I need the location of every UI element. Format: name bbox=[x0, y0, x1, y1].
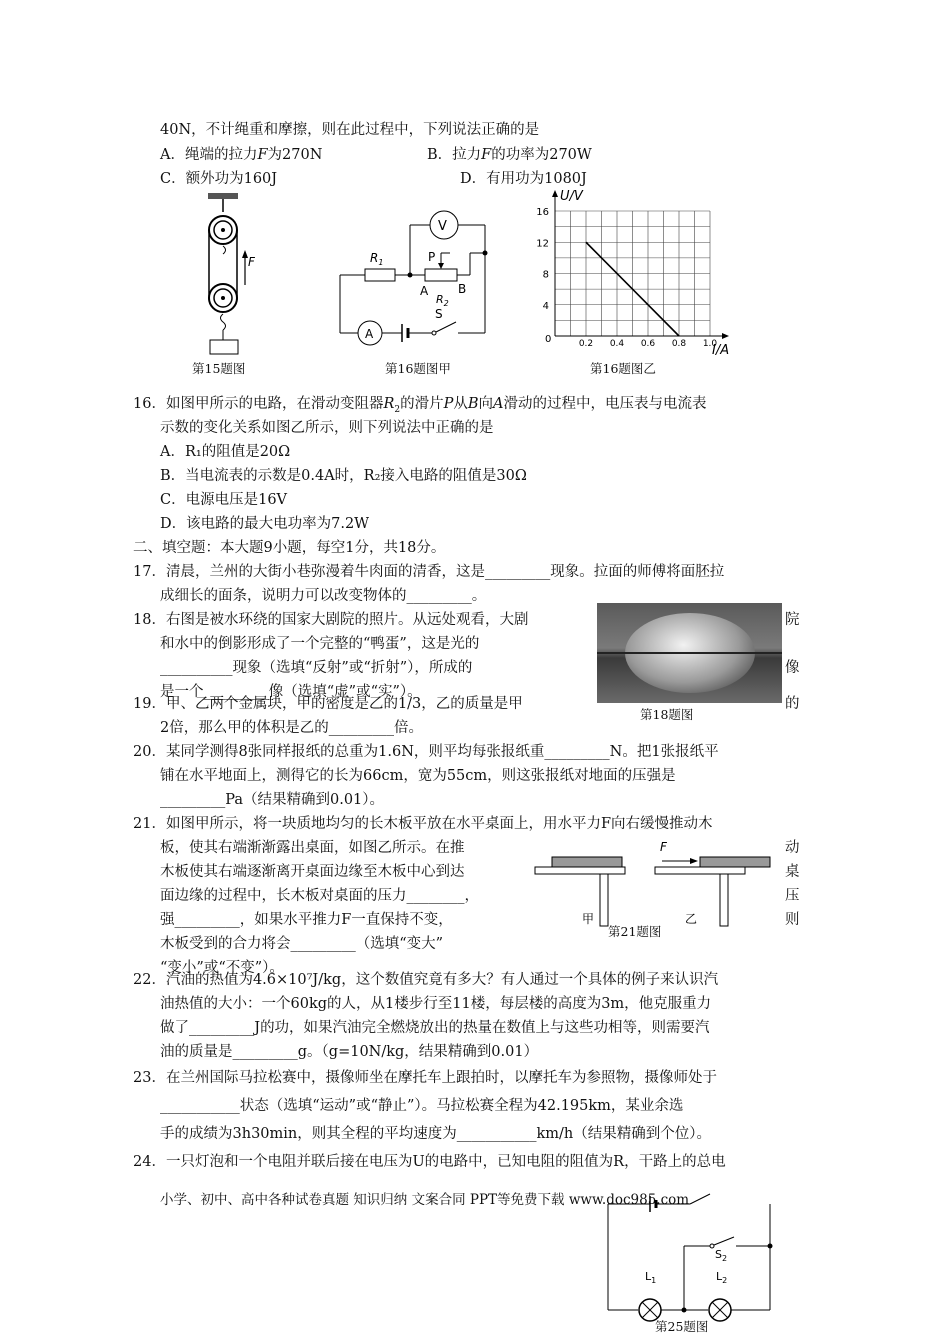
q20-line2: 铺在水平地面上，测得它的长为66cm，宽为55cm，则这张报纸对地面的压强是 bbox=[160, 768, 676, 784]
q21-line6: 木板受到的合力将会_________（选填“变大” bbox=[160, 936, 444, 952]
fig25-l1-label: $L_1$ bbox=[645, 1270, 657, 1285]
q21-line7: “变小”或“不变”）。 bbox=[160, 960, 284, 976]
fig25-caption: 第25题图 bbox=[655, 1319, 709, 1334]
q22-line3: 做了_________J的功，如果汽油完全燃烧放出的热量在数值上与这些功相等，则需要汽 bbox=[160, 1020, 710, 1036]
q16-line1: 16．如图甲所示的电路，在滑动变阻器$R_2$的滑片P从B向A滑动的过程中，电压表与电流表 bbox=[133, 396, 707, 415]
q16-option-b: B．当电流表的示数是0.4A时，R₂接入电路的阻值是30Ω bbox=[160, 468, 527, 484]
terminal-a-label: A bbox=[420, 284, 429, 298]
q18-line3: __________现象（选填“反射”或“折射”），所成的 bbox=[160, 660, 473, 676]
q18-line3-end: 像 bbox=[785, 660, 800, 676]
q15-option-d: D．有用功为1080J bbox=[460, 171, 587, 187]
q20-line1: 20．某同学测得8张同样报纸的总重为1.6N，则平均每张报纸重_________N。把1张报纸平 bbox=[133, 744, 719, 760]
q15-option-a: A．绳端的拉力F为270N bbox=[160, 147, 323, 163]
q19-line1: 19．甲、乙两个金属块，甲的密度是乙的1/3，乙的质量是甲 bbox=[133, 696, 523, 712]
q21-line4: 面边缘的过程中，长木板对桌面的压力________， bbox=[160, 888, 479, 904]
q18-line4: 是一个_________像（选填“虚”或“实”）。 bbox=[160, 684, 422, 700]
fig18-caption: 第18题图 bbox=[640, 707, 694, 722]
x-tick-label: 1.0 bbox=[702, 339, 718, 349]
terminal-b-label: B bbox=[458, 282, 467, 296]
section-2-heading: 二、填空题：本大题9小题，每空1分，共18分。 bbox=[133, 540, 446, 556]
q21-line5-end: 则 bbox=[785, 912, 800, 928]
slider-p-label: P bbox=[428, 250, 436, 264]
fig16a-caption: 第16题图甲 bbox=[385, 361, 451, 376]
fig15-caption: 第15题图 bbox=[192, 361, 246, 376]
q21-line3-end: 桌 bbox=[785, 864, 800, 880]
ammeter-label: A bbox=[365, 327, 374, 341]
circuit-figure-16a bbox=[330, 205, 500, 355]
footer-banner: 小学、初中、高中各种试卷真题 知识归纳 文案合同 PPT等免费下载 www.doc985.com bbox=[160, 1192, 690, 1208]
pulley-force-label: F bbox=[248, 255, 255, 269]
x-tick-label: 0.6 bbox=[640, 339, 656, 349]
q21-line1: 21．如图甲所示，将一块质地均匀的长木板平放在水平桌面上，用水平力F向右缓慢推动木 bbox=[133, 816, 713, 832]
origin-label: 0 bbox=[545, 334, 552, 345]
q22-line2: 油热值的大小：一个60kg的人，从1楼步行至11楼，每层楼的高度为3m，他克服重力 bbox=[160, 996, 712, 1012]
voltmeter-label: V bbox=[438, 219, 447, 234]
r2-label: $R_2$ bbox=[436, 293, 449, 308]
fig21-label-a: 甲 bbox=[582, 912, 595, 926]
q17-line1: 17．清晨，兰州的大街小巷弥漫着牛肉面的清香，这是_________现象。拉面的师傅将面胚拉 bbox=[133, 564, 725, 580]
fig25-l2-label: $L_2$ bbox=[716, 1270, 728, 1285]
q21-line3: 木板使其右端逐渐离开桌面边缘至木板中心到达 bbox=[160, 864, 465, 880]
y-axis-label: U/V bbox=[560, 189, 583, 204]
board-table-figure bbox=[530, 835, 780, 935]
q16-option-c: C．电源电压是16V bbox=[160, 492, 288, 508]
x-axis-label: I/A bbox=[712, 343, 730, 356]
fig21-label-b: 乙 bbox=[685, 912, 698, 926]
q18-line1: 18．右图是被水环绕的国家大剧院的照片。从远处观看，大剧 bbox=[133, 612, 529, 628]
q23-line3: 手的成绩为3h30min，则其全程的平均速度为___________km/h（结果精确到个位）。 bbox=[160, 1126, 711, 1142]
grand-theatre-photo bbox=[597, 603, 782, 703]
fig21-caption: 第21题图 bbox=[608, 924, 662, 939]
x-tick-label: 0.8 bbox=[671, 339, 687, 349]
q17-line2: 成细长的面条，说明力可以改变物体的_________。 bbox=[160, 588, 487, 604]
q15-option-b: B．拉力F的功率为270W bbox=[427, 147, 592, 163]
x-tick-label: 0.4 bbox=[609, 339, 625, 349]
chart-figure-16b bbox=[530, 186, 745, 356]
switch-s-label: S bbox=[435, 307, 443, 321]
q15-stem-tail: 40N，不计绳重和摩擦，则在此过程中，下列说法正确的是 bbox=[160, 122, 540, 138]
y-tick-label: 16 bbox=[536, 207, 549, 218]
q22-line4: 油的质量是_________g。（g=10N/kg，结果精确到0.01） bbox=[160, 1044, 539, 1060]
x-tick-label: 0.2 bbox=[578, 339, 594, 349]
pulley-figure bbox=[190, 190, 270, 360]
q24-line1: 24．一只灯泡和一个电阻并联后接在电压为U的电路中，已知电阻的阻值为R，干路上的总电 bbox=[133, 1154, 726, 1170]
fig16b-caption: 第16题图乙 bbox=[590, 361, 656, 376]
y-tick-label: 12 bbox=[536, 238, 549, 250]
q16-line2: 示数的变化关系如图乙所示，则下列说法中正确的是 bbox=[160, 420, 494, 436]
y-axis-arrow bbox=[552, 190, 558, 197]
q18-line2: 和水中的倒影形成了一个完整的“鸭蛋”，这是光的 bbox=[160, 636, 480, 652]
r1-label: $R_1$ bbox=[370, 251, 384, 267]
q22-line1: 22．汽油的热值为4.6×10⁷J/kg，这个数值究竟有多大？有人通过一个具体的例子来认识汽 bbox=[133, 972, 719, 988]
x-axis-arrow bbox=[722, 333, 729, 339]
q20-line3: _________Pa（结果精确到0.01）。 bbox=[160, 792, 385, 808]
circuit-figure-25 bbox=[600, 1188, 790, 1323]
q19-line1-end: 的 bbox=[785, 696, 800, 712]
fig21-force-label: F bbox=[660, 840, 667, 854]
q21-line2-end: 动 bbox=[785, 840, 800, 856]
q15-option-c: C．额外功为160J bbox=[160, 171, 278, 187]
q18-line1-end: 院 bbox=[785, 612, 800, 628]
q21-line4-end: 压 bbox=[785, 888, 800, 904]
y-tick-label: 4 bbox=[542, 300, 549, 312]
q21-line2: 板，使其右端渐渐露出桌面，如图乙所示。在推 bbox=[160, 840, 465, 856]
q23-line2: ___________状态（选填“运动”或“静止”）。马拉松赛全程为42.195km，某业余选 bbox=[160, 1098, 684, 1114]
fig25-s2-label: $S_2$ bbox=[715, 1248, 728, 1263]
y-tick-label: 8 bbox=[542, 269, 549, 281]
q16-option-a: A．R₁的阻值是20Ω bbox=[160, 444, 291, 460]
q23-line1: 23．在兰州国际马拉松赛中，摄像师坐在摩托车上跟拍时，以摩托车为参照物，摄像师处于 bbox=[133, 1070, 717, 1086]
q19-line2: 2倍，那么甲的体积是乙的_________倍。 bbox=[160, 720, 423, 736]
q16-option-d: D．该电路的最大电功率为7.2W bbox=[160, 516, 370, 532]
q21-line5: 强_________，如果水平推力F一直保持不变， bbox=[160, 912, 453, 928]
